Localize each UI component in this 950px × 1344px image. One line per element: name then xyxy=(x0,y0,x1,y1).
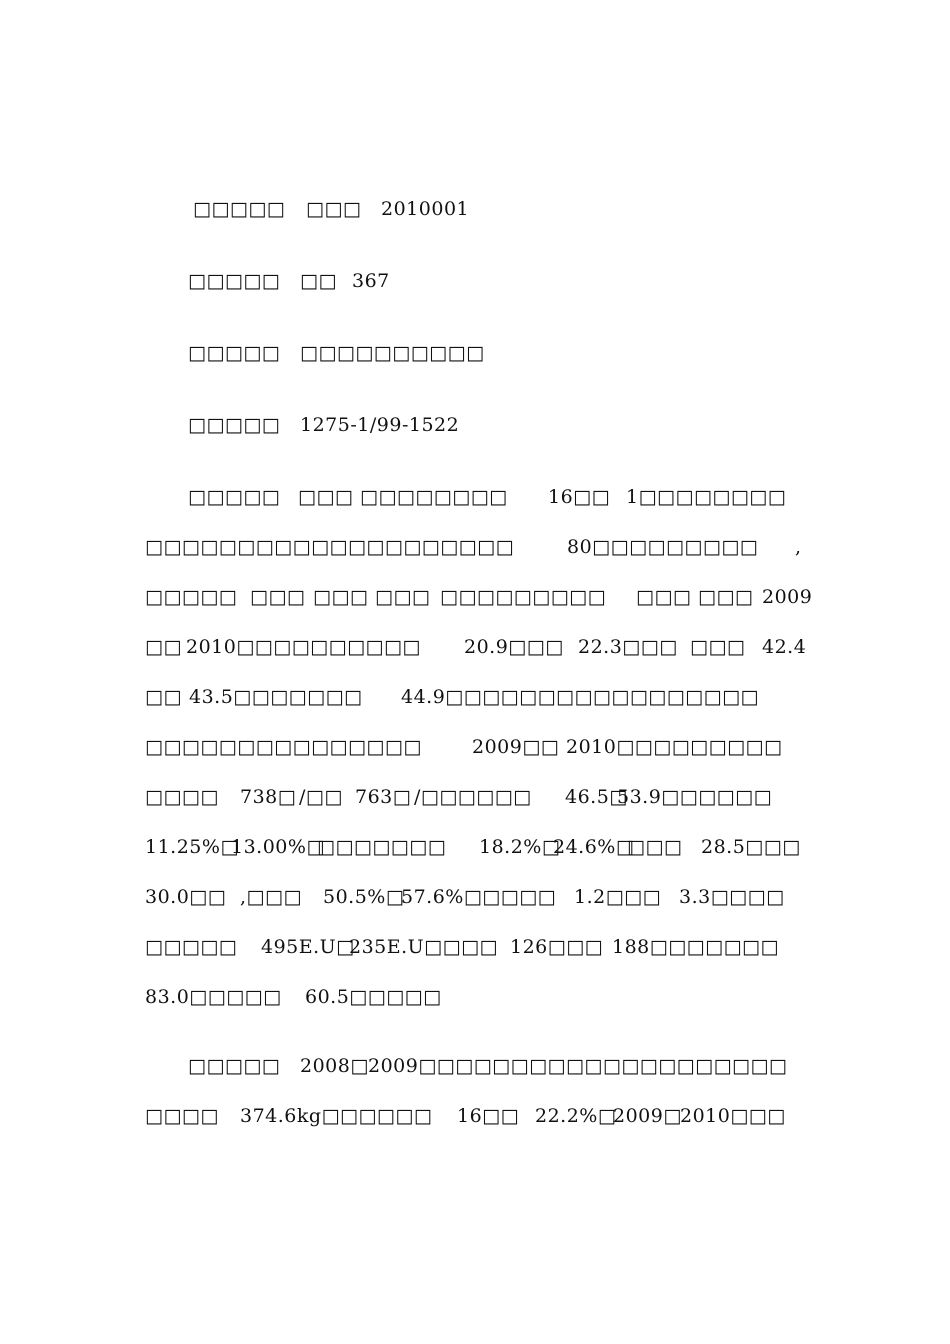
text-run: /□□ xyxy=(299,786,343,808)
text-run: □□□□□□□□□□□□□□□□□□□□ xyxy=(145,536,515,558)
text-run: 1.2□□□ xyxy=(574,886,662,908)
text-run: □□□□□□□ xyxy=(317,836,447,858)
text-run: 30.0□□ xyxy=(145,886,227,908)
text-run: 2009□□ xyxy=(472,736,560,758)
text-run: 763□ xyxy=(355,786,412,808)
text-run: 367 xyxy=(352,270,390,292)
text-run: □□□□□ xyxy=(188,1055,281,1077)
text-run: 374.6kg□□□□□□ xyxy=(240,1105,433,1127)
text-run: □□□ xyxy=(306,198,362,220)
text-run: 2009□□□□□□□□□□□□□□□□□□□□ xyxy=(368,1055,788,1077)
text-run: 1□□□□□□□□ xyxy=(626,486,787,508)
text-run: 2010□□□ xyxy=(680,1105,786,1127)
text-run: 57.6%□□□□□ xyxy=(401,886,557,908)
text-run: □□□□□□□□□ xyxy=(440,586,607,608)
text-run: 2009□ xyxy=(613,1105,682,1127)
text-run: 1275-1/99-1522 xyxy=(300,414,460,436)
text-run: 22.2%□ xyxy=(535,1105,617,1127)
text-run: 42.4 xyxy=(762,636,807,658)
text-run: 11.25%□ xyxy=(145,836,239,858)
text-run: □□□ xyxy=(298,486,354,508)
text-run: 3.3□□□□ xyxy=(679,886,785,908)
text-run: 28.5□□□ xyxy=(701,836,801,858)
text-run: /□□□□□□ xyxy=(414,786,532,808)
text-run: 53.9□□□□□□ xyxy=(617,786,773,808)
text-run: 738□ xyxy=(240,786,297,808)
text-run: □□□□□ xyxy=(193,198,286,220)
text-run: ,□□□ xyxy=(240,886,302,908)
text-run: 2010□□□□□□□□□□ xyxy=(186,636,421,658)
text-run: □□□□□□□□□□ xyxy=(300,342,485,364)
text-run: 188□□□□□□□ xyxy=(612,936,779,958)
text-run: 2008□ xyxy=(300,1055,369,1077)
text-run: □□□ xyxy=(627,836,683,858)
text-run: 16□□ xyxy=(548,486,611,508)
text-run: □□□□□ xyxy=(188,342,281,364)
text-run: □□□ xyxy=(690,636,746,658)
text-run: , xyxy=(795,536,802,558)
text-run: 60.5□□□□□ xyxy=(305,986,442,1008)
text-run: □□ xyxy=(145,636,182,658)
text-run: 80□□□□□□□□□ xyxy=(567,536,759,558)
text-run: 18.2%□ xyxy=(479,836,561,858)
text-run: □□□ xyxy=(313,586,369,608)
text-run: □□□□□□□□ xyxy=(360,486,508,508)
text-run: 2010001 xyxy=(381,198,470,220)
text-run: □□□ xyxy=(250,586,306,608)
text-run: 2010□□□□□□□□□ xyxy=(566,736,783,758)
text-run: 46.5□ xyxy=(565,786,628,808)
text-run: □□□ xyxy=(698,586,754,608)
text-run: □□□□ xyxy=(145,1105,219,1127)
text-run: 43.5□□□□□□□ xyxy=(189,686,363,708)
text-run: □□ xyxy=(145,686,182,708)
text-run: 495E.U□ xyxy=(261,936,355,958)
text-run: □□ xyxy=(300,270,337,292)
text-run: □□□□ xyxy=(145,786,219,808)
text-run: 2009 xyxy=(762,586,813,608)
text-run: □□□□□ xyxy=(145,586,238,608)
text-run: □□□ xyxy=(375,586,431,608)
text-run: 16□□ xyxy=(457,1105,520,1127)
text-run: 20.9□□□ xyxy=(464,636,564,658)
text-run: □□□□□ xyxy=(188,270,281,292)
text-run: 24.6%□ xyxy=(553,836,635,858)
text-run: 83.0□□□□□ xyxy=(145,986,282,1008)
text-run: 22.3□□□ xyxy=(578,636,678,658)
text-run: □□□□□ xyxy=(188,486,281,508)
text-run: □□□ xyxy=(636,586,692,608)
text-run: □□□□□ xyxy=(145,936,238,958)
text-run: 235E.U□□□□ xyxy=(349,936,498,958)
text-run: 50.5%□ xyxy=(323,886,405,908)
text-run: 126□□□ xyxy=(510,936,604,958)
text-run: 13.00%□ xyxy=(231,836,325,858)
text-run: □□□□□□□□□□□□□□□ xyxy=(145,736,422,758)
text-run: 44.9□□□□□□□□□□□□□□□□□ xyxy=(401,686,759,708)
text-run: □□□□□ xyxy=(188,414,281,436)
